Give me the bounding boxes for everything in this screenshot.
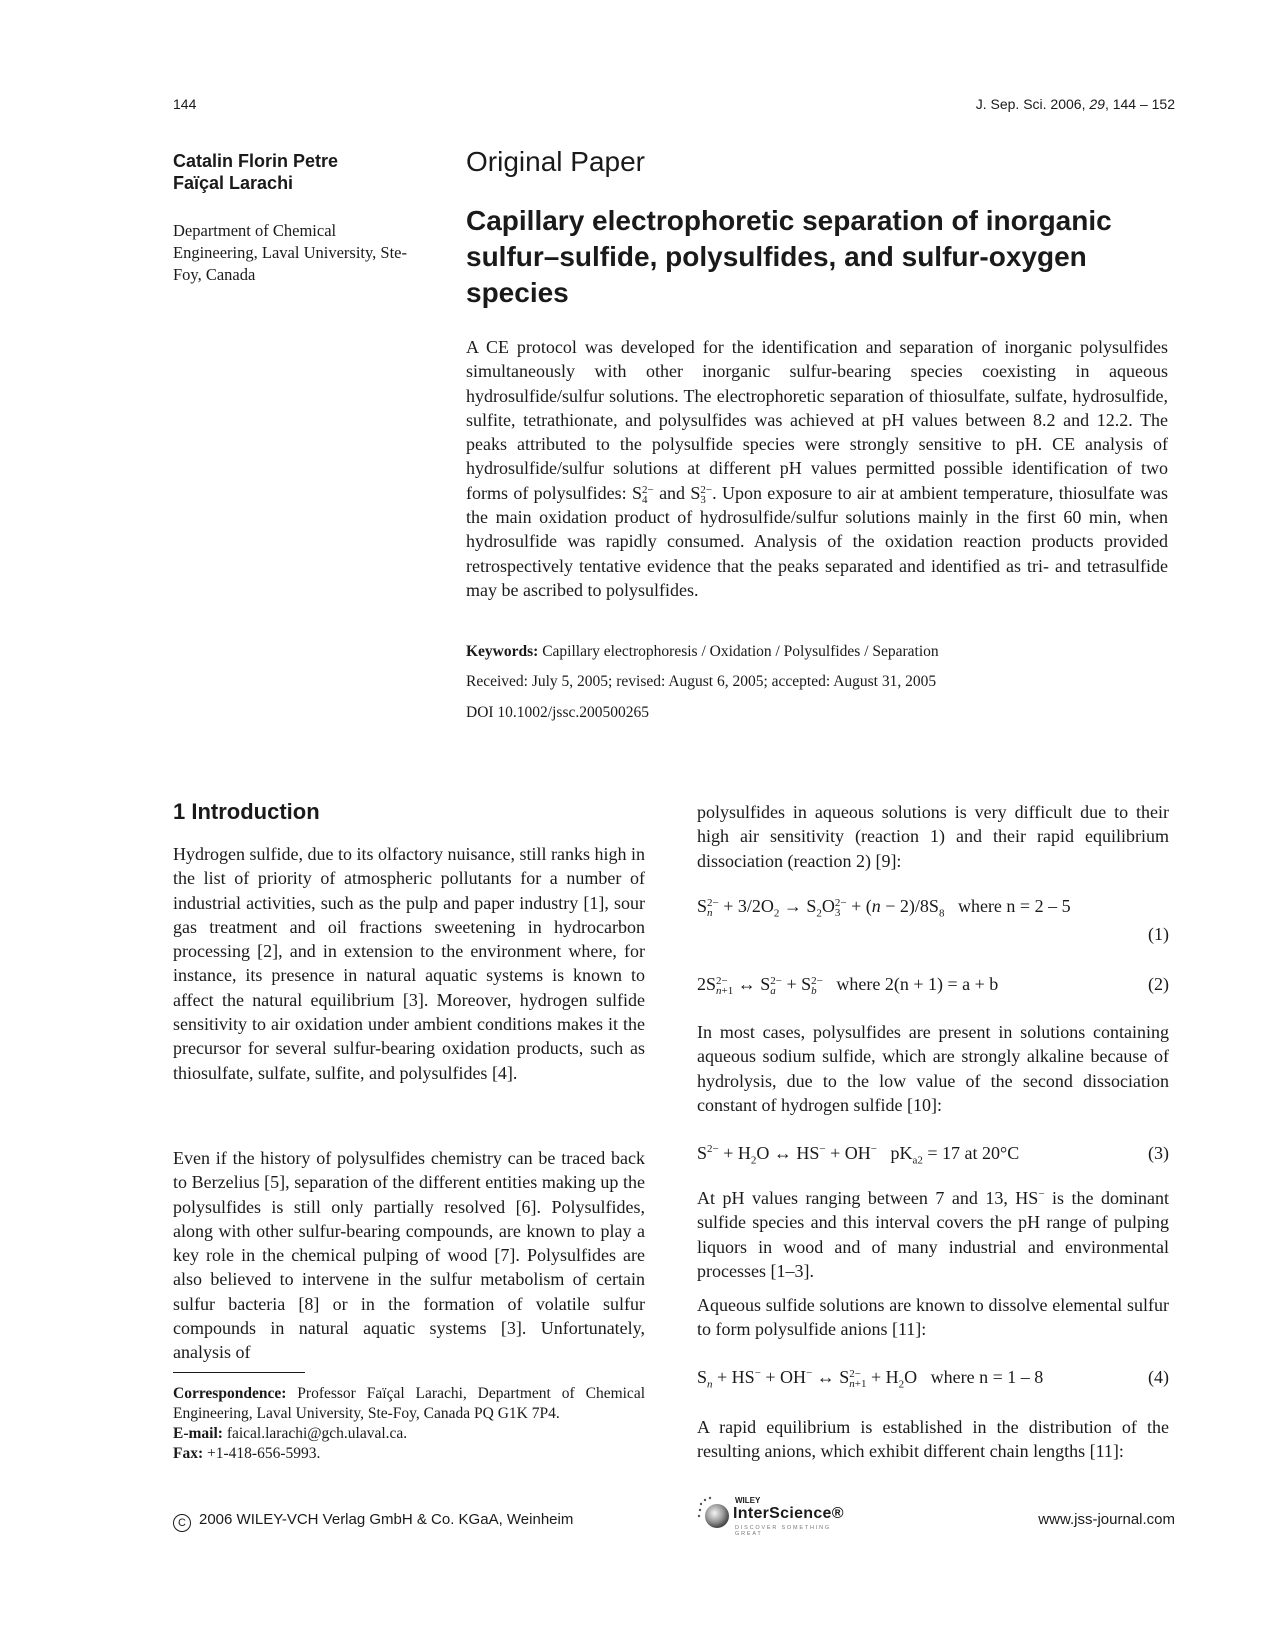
equation-condition: $pK_{a2} = 17$ at 20°C — [890, 1143, 1020, 1167]
page-number: 144 — [173, 96, 197, 112]
equation-number: (4) — [1148, 1367, 1169, 1387]
author-list — [173, 150, 433, 194]
body-paragraph: Aqueous sulfide solutions are known to dissolve elemental sulfur to form polysulfide anions [11]: — [697, 1295, 1169, 1340]
correspondence-text: Professor Faïçal Larachi, Department of Chemical Engineering, Laval University, Ste-Foy, Canada PQ G1K 7P4. — [173, 1385, 645, 1422]
wiley-wordmark: WILEY — [735, 1496, 761, 1505]
article-type-label: Original Paper — [466, 146, 645, 177]
abstract — [466, 335, 1168, 602]
doi: DOI 10.1002/jssc.200500265 — [466, 704, 649, 721]
keywords-label: Keywords: — [466, 643, 539, 660]
body-paragraph: At pH values ranging between 7 and 13, HS− is the dominant sulfide species and this interval covers the pH range of pulping liquors in wood and of many industrial and environmental processes [1–3]. — [697, 1188, 1169, 1281]
equation-condition: where n = 1 – 8 — [930, 1367, 1044, 1387]
equation-condition: where 2(n + 1) = a + b — [836, 974, 999, 994]
section-heading: 1 Introduction — [173, 799, 320, 824]
received-dates: Received: July 5, 2005; revised: August 6, 2005; accepted: August 31, 2005 — [466, 673, 937, 690]
globe-icon — [697, 1496, 731, 1532]
body-paragraph: Hydrogen sulfide, due to its olfactory nuisance, still ranks high in the list of priority of atmospheric pollutants for a number of industrial activities, such as the pulp and paper industry [1], sour gas treatment and oil fractions sweetening in hydrocarbon processing [2], and in extension to the environment where, for instance, its presence in natural aquatic systems is known to affect the natural equilibrium [3]. Moreover, hydrogen sulfide sensitivity to air oxidation under ambient conditions makes it the precursor for several sulfur-bearing oxidation products, such as thiosulfate, sulfate, sulfite, and polysulfides [4]. — [173, 844, 645, 1083]
copyright-icon: C — [173, 1514, 191, 1532]
article-title: Capillary electrophoretic separation of inorganic sulfur–sulfide, polysulfides, and sulfur-oxygen species — [466, 205, 1112, 308]
fax-label: Fax: — [173, 1445, 204, 1462]
equation-number: (1) — [1148, 924, 1169, 944]
journal-prefix: J. Sep. Sci. 2006, — [975, 96, 1090, 112]
equation-4 — [697, 1367, 1169, 1395]
equation-2 — [697, 974, 1169, 1002]
equation-number: (3) — [1148, 1143, 1169, 1163]
copyright-notice — [173, 1511, 573, 1532]
abstract-text: . Upon exposure to air at ambient temperature, thiosulfate was the main oxidation product of hydrosulfide/sulfur solutions mainly in the first 60 min, when hydrosulfide was rapidly consumed. Analysis of the oxidation reaction products provided retrospectively tentative evidence that the peaks separated and identified as tri- and tetrasulfide may be ascribed to polysulfides. — [466, 482, 1169, 600]
logo-tagline: DISCOVER SOMETHING GREAT — [735, 1525, 831, 1537]
author-affiliation: Department of Chemical Engineering, Laval University, Ste-Foy, Canada — [173, 221, 407, 284]
equation-condition: where n = 2 – 5 — [957, 896, 1071, 916]
abstract-s3-script: 2− 3 — [700, 483, 713, 506]
author-name: Faïçal Larachi — [173, 173, 294, 193]
body-paragraph: In most cases, polysulfides are present in solutions containing aqueous sodium sulfide, which are strongly alkaline because of hydrolysis, due to the low value of the second dissociation constant of hydrogen sulfide [10]: — [697, 1022, 1169, 1115]
equation-3 — [697, 1143, 1169, 1171]
journal-volume: 29 — [1089, 96, 1105, 112]
fax-number: +1-418-656-5993. — [203, 1445, 321, 1462]
journal-pages: , 144 – 152 — [1104, 96, 1175, 112]
equation-expression: $S_n + HS^- + OH^-$ ↔ S 2− n+1 + $H_2O$ where n = 1 – 8 — [697, 1367, 1044, 1391]
abstract-text: and S — [653, 482, 701, 503]
copyright-text: 2006 WILEY-VCH Verlag GmbH & Co. KGaA, Weinheim — [199, 1511, 574, 1528]
equation-expression: $S^{2-} + H_2O$ ↔ HS− + OH− $pK_{a2} = 17$ at 20°C — [697, 1143, 1020, 1167]
correspondence-label: Correspondence: — [173, 1385, 287, 1402]
correspondence-footnote — [173, 1384, 645, 1464]
journal-url[interactable]: www.jss-journal.com — [1038, 1511, 1175, 1528]
interscience-wordmark: InterScience® — [733, 1505, 844, 1522]
equation-expression: S 2− n + $3/2O_2 \to S_2O$ 2− 3 + $(n - 2)/8S_8$ where n = 2 – 5 — [697, 896, 1071, 920]
body-paragraph: A rapid equilibrium is established in the distribution of the resulting anions, which exhibit different chain lengths [11]: — [697, 1417, 1169, 1462]
footnote-divider — [173, 1372, 305, 1373]
abstract-text: A CE protocol was developed for the identification and separation of inorganic polysulfides simultaneously with other inorganic sulfur-bearing species coexisting in aqueous hydrosulfide/sulfur solutions. The electrophoretic separation of thiosulfate, sulfate, hydrosulfide, sulfite, tetrathionate, and polysulfides was achieved at pH values between 8.2 and 12.2. The peaks attributed to the polysulfide species were strongly sensitive to pH. CE analysis of hydrosulfide/sulfur solutions at different pH values permitted possible identification of two forms of polysulfides: S — [466, 337, 1168, 503]
equation-1 — [697, 896, 1169, 952]
equation-number: (2) — [1148, 974, 1169, 994]
equation-expression: 2S 2− n+1 ↔ S 2− a + S 2− b where 2(n + 1) = a + b — [697, 974, 999, 997]
body-paragraph: Even if the history of polysulfides chemistry can be traced back to Berzelius [5], separation of the different entities making up the polysulfides is still only partially resolved [6]. Polysulfides, along with other sulfur-bearing compounds, are known to play a key role in the chemical pulping of wood [7]. Polysulfides are also believed to intervene in the sulfur metabolism of certain sulfur bacteria [8] or in the formation of volatile sulfur compounds in natural aquatic systems [3]. Unfortunately, analysis of — [173, 1148, 645, 1363]
abstract-s4-script: 2− 4 — [642, 483, 654, 506]
body-paragraph: polysulfides in aqueous solutions is very difficult due to their high air sensitivity (reaction 1) and their rapid equilibrium dissociation (reaction 2) [9]: — [697, 802, 1169, 871]
keywords-list: Capillary electrophoresis / Oxidation / Polysulfides / Separation — [538, 643, 939, 660]
interscience-logo — [697, 1494, 847, 1537]
keywords — [466, 643, 939, 661]
email-address: faical.larachi@gch.ulaval.ca. — [222, 1425, 408, 1442]
journal-reference — [976, 96, 1175, 112]
author-name: Catalin Florin Petre — [173, 151, 339, 171]
email-label: E-mail: — [173, 1425, 223, 1442]
